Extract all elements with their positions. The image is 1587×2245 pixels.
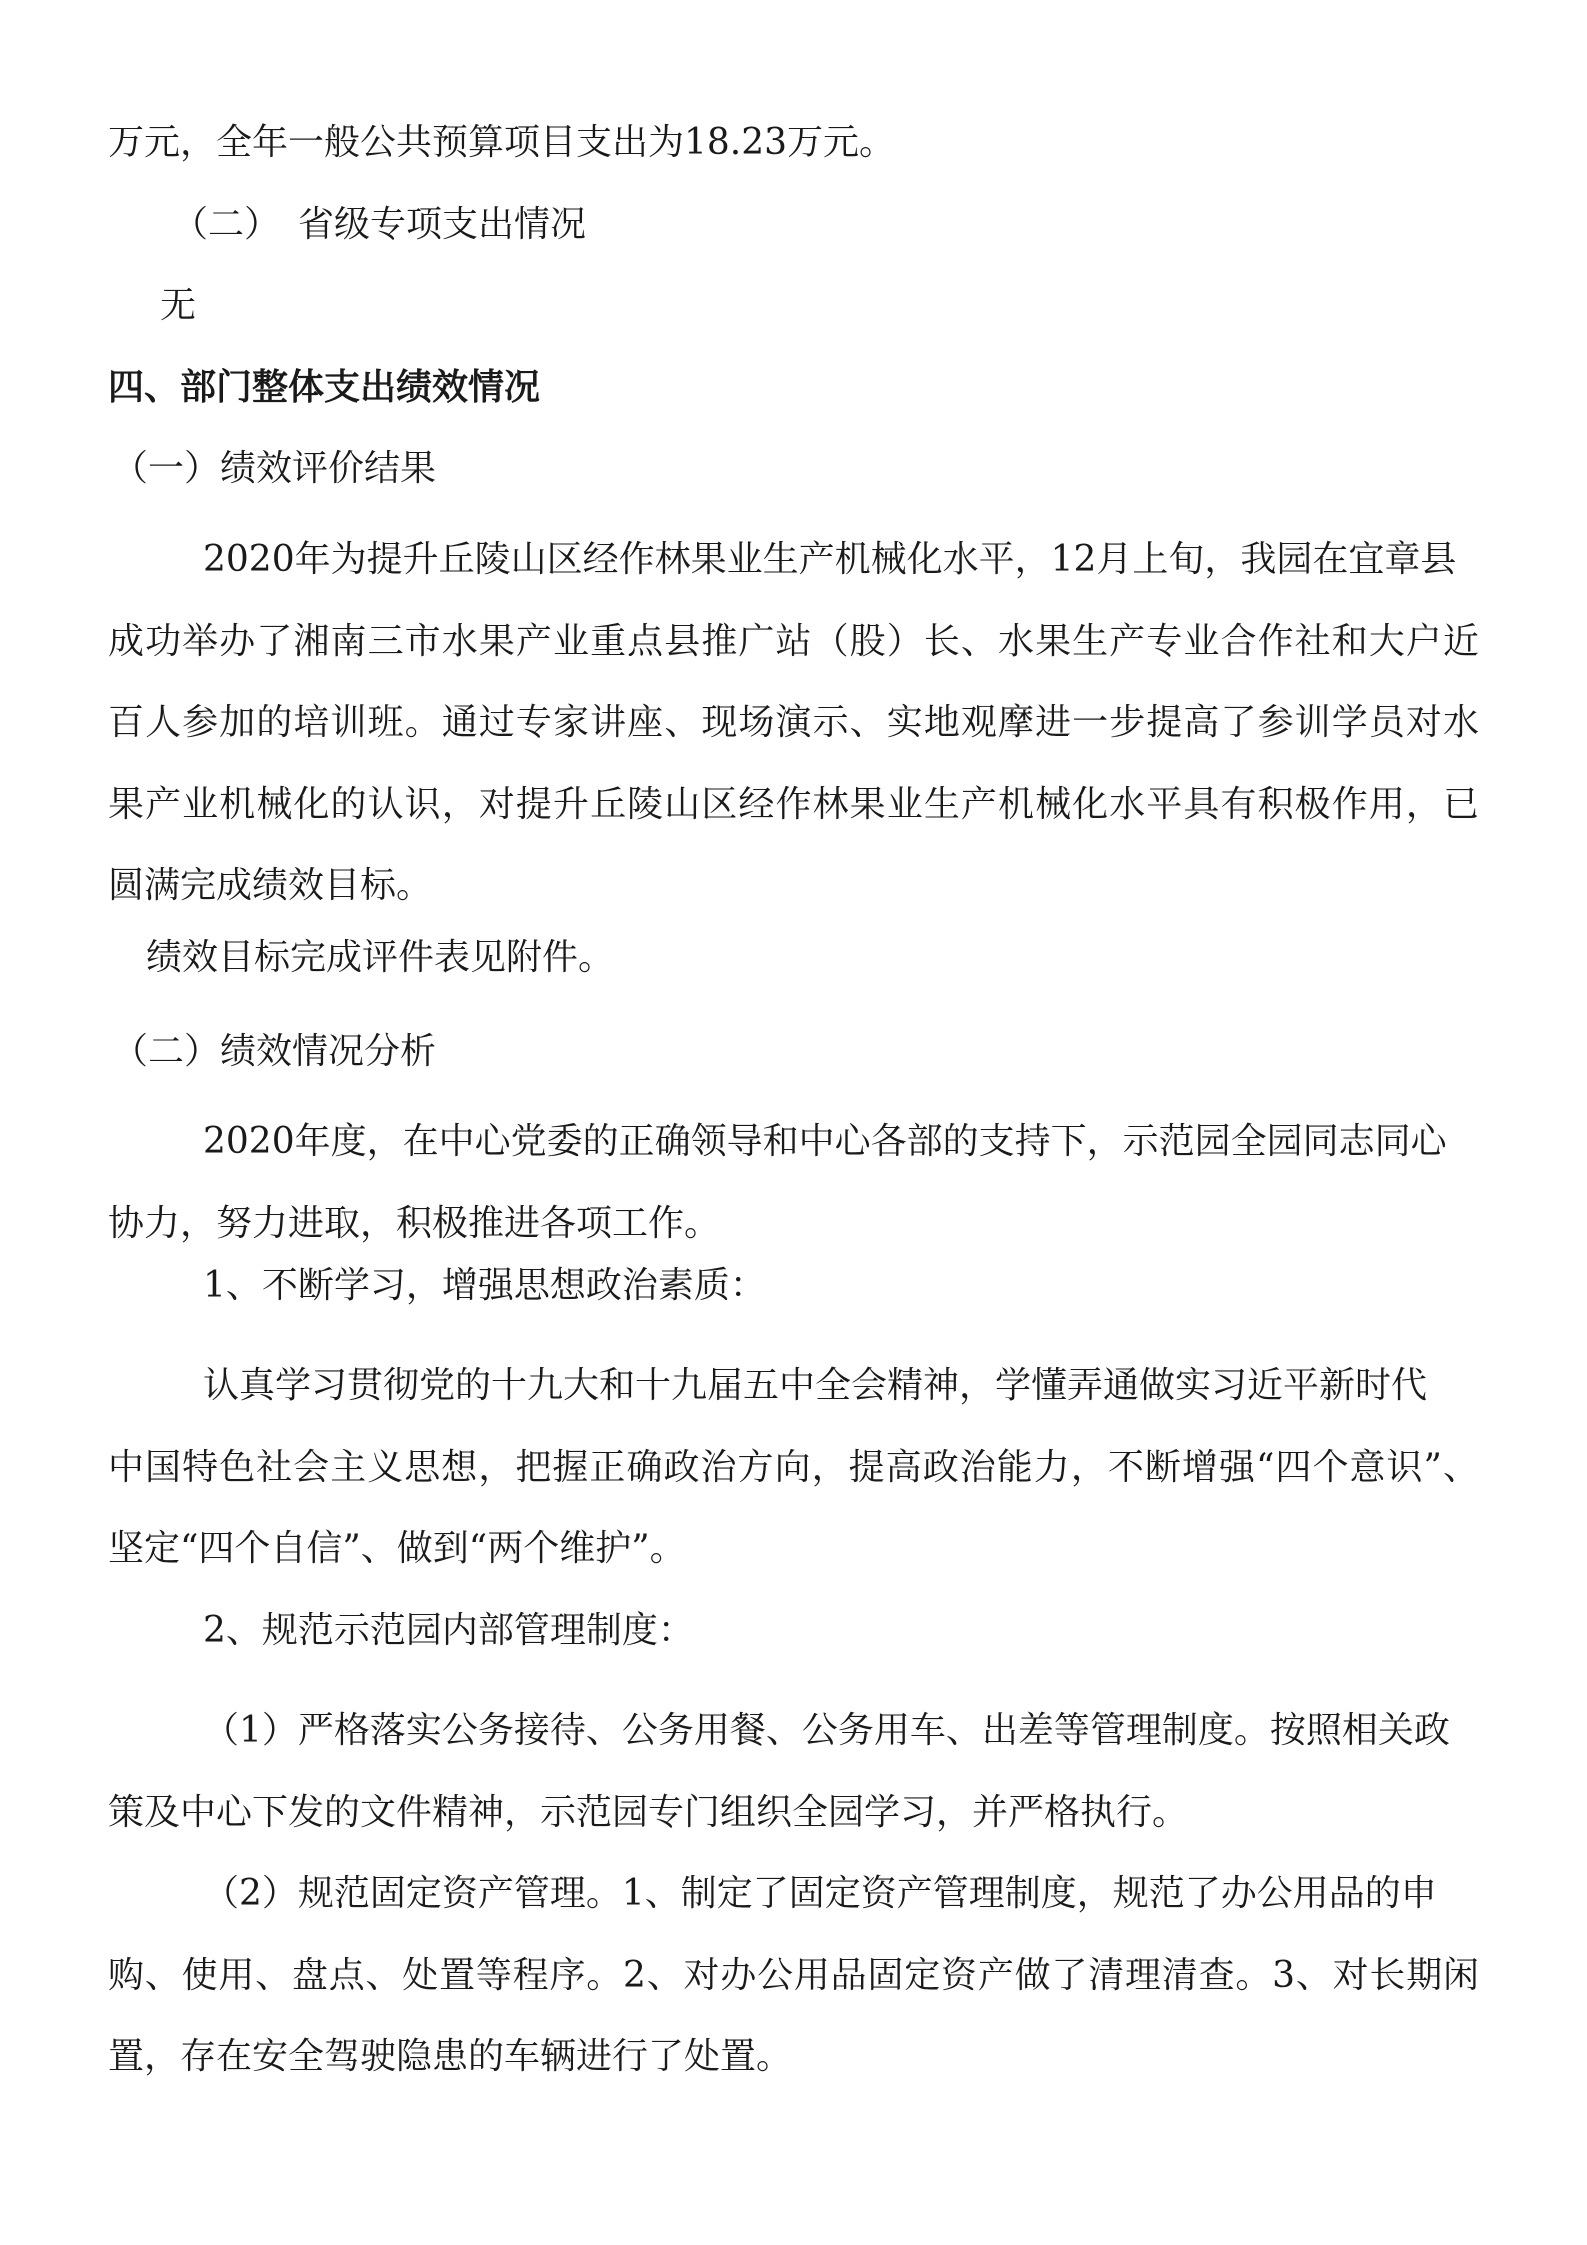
paragraph-training-line-3: 百人参加的培训班。通过专家讲座、现场演示、实地观摩进一步提高了参训学员对水 [108, 702, 1479, 743]
item-1-heading [203, 1264, 766, 1308]
attachment-note [146, 936, 614, 980]
paragraph-management [108, 1690, 1450, 1853]
paragraph-study-line-1: 认真学习贯彻党的十九大和十九届五中全会精神，学懂弄通做实习近平新时代 [203, 1365, 1428, 1406]
paragraph-assets [108, 1853, 1479, 2098]
paragraph-assets-line-3: 置，存在安全驾驶隐患的车辆进行了处置。 [108, 2036, 793, 2077]
continuation-line [108, 121, 895, 165]
subheading-analysis [112, 1030, 436, 1074]
subheading-provincial-text: （二） 省级专项支出情况 [172, 204, 587, 245]
paragraph-study-line-2: 中国特色社会主义思想，把握正确政治方向，提高政治能力，不断增强“四个意识”、 [108, 1446, 1479, 1488]
paragraph-training-line-2: 成功举办了湘南三市水果产业重点县推广站（股）长、水果生产专业合作社和大户近 [108, 620, 1479, 662]
paragraph-study [108, 1345, 1479, 1590]
paragraph-overview-line-1: 2020年度，在中心党委的正确领导和中心各部的支持下，示范园全园同志同心 [203, 1121, 1447, 1162]
paragraph-assets-line-1: （2）规范固定资产管理。1、制定了固定资产管理制度，规范了办公用品的申 [203, 1873, 1437, 1914]
paragraph-training [108, 519, 1479, 927]
paragraph-management-line-1: （1）严格落实公务接待、公务用餐、公务用车、出差等管理制度。按照相关政 [203, 1710, 1450, 1751]
paragraph-overview-line-2: 协力，努力进取，积极推进各项工作。 [108, 1202, 721, 1244]
item-1-heading-text: 1、不断学习，增强思想政治素质： [203, 1265, 766, 1306]
paragraph-training-line-4: 果产业机械化的认识，对提升丘陵山区经作林果业生产机械化水平具有积极作用，已 [108, 783, 1479, 825]
subheading-provincial-expenditure [172, 203, 586, 247]
paragraph-training-line-5: 圆满完成绩效目标。 [108, 865, 433, 906]
subheading-analysis-text: （二）绩效情况分析 [112, 1031, 437, 1072]
paragraph-study-line-3: 坚定“四个自信”、做到“两个维护”。 [108, 1528, 686, 1569]
paragraph-training-line-1: 2020年为提升丘陵山区经作林果业生产机械化水平，12月上旬，我园在宜章县 [203, 539, 1457, 580]
paragraph-assets-line-2: 购、使用、盘点、处置等程序。2、对办公用品固定资产做了清理清查。3、对长期闲 [108, 1954, 1479, 1996]
subheading-eval-result [112, 447, 436, 491]
paragraph-overview [108, 1101, 1447, 1264]
item-2-heading-text: 2、规范示范园内部管理制度： [203, 1610, 694, 1651]
continuation-text: 万元，全年一般公共预算项目支出为18.23万元。 [108, 122, 896, 163]
attachment-note-text: 绩效目标完成评件表见附件。 [146, 937, 615, 978]
section-heading-4 [108, 366, 540, 410]
none-text [160, 284, 196, 328]
section-heading-4-text: 四、部门整体支出绩效情况 [108, 367, 541, 408]
paragraph-management-line-2: 策及中心下发的文件精神，示范园专门组织全园学习，并严格执行。 [108, 1791, 1189, 1833]
item-2-heading [203, 1609, 694, 1653]
none-text-label: 无 [160, 285, 197, 326]
subheading-eval-result-text: （一）绩效评价结果 [112, 448, 437, 489]
